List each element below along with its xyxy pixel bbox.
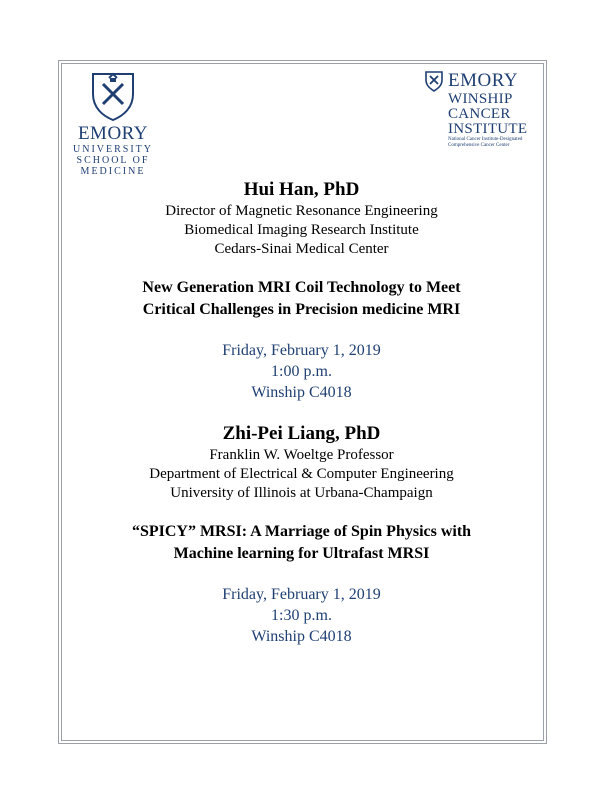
left-logo-line2: SCHOOL OF: [76, 155, 150, 166]
right-logo-line3: INSTITUTE: [448, 121, 528, 137]
talk-content: [60, 178, 543, 647]
talk1-title-1: New Generation MRI Coil Technology to Meet: [142, 279, 461, 296]
right-logo-tagline1: National Cancer Institute-Designated: [448, 137, 523, 142]
winship-shield-icon: [424, 70, 444, 92]
talk2-time: 1:30 p.m.: [271, 607, 332, 624]
talk1-affil-2: Biomedical Imaging Research Institute: [184, 222, 419, 238]
talk1-location: Winship C4018: [251, 384, 352, 401]
talk1-speaker: Hui Han, PhD: [243, 179, 360, 200]
talk2-date: Friday, February 1, 2019: [222, 586, 381, 603]
talk2-title-2: Machine learning for Ultrafast MRSI: [173, 545, 430, 562]
talk2-location: Winship C4018: [251, 628, 352, 645]
left-logo-name: EMORY: [77, 123, 149, 144]
talk2-affil-2: Department of Electrical & Computer Engineering: [149, 466, 454, 482]
talk1-date: Friday, February 1, 2019: [222, 342, 381, 359]
talk2-title-1: “SPICY” MRSI: A Marriage of Spin Physics with: [131, 523, 472, 540]
talk1-time: 1:00 p.m.: [271, 363, 332, 380]
left-logo-line3: MEDICINE: [80, 166, 146, 177]
emory-medicine-logo: [68, 70, 158, 177]
talk2-affil-1: Franklin W. Woeltge Professor: [209, 447, 394, 463]
left-logo-line1: UNIVERSITY: [73, 144, 153, 155]
emory-shield-icon: [89, 70, 137, 122]
talk1-affil-3: Cedars-Sinai Medical Center: [214, 241, 389, 257]
right-logo-tagline2: Comprehensive Cancer Center: [448, 143, 510, 148]
right-logo-line2: CANCER: [448, 106, 511, 122]
talk1-affil-1: Director of Magnetic Resonance Engineering: [165, 203, 438, 219]
talk2-affil-3: University of Illinois at Urbana-Champaign: [170, 485, 433, 501]
talk1-title-2: Critical Challenges in Precision medicine MRI: [142, 301, 461, 318]
talk2-speaker: Zhi-Pei Liang, PhD: [222, 423, 381, 444]
right-logo-name: EMORY: [448, 70, 519, 91]
right-logo-line1: WINSHIP: [448, 91, 513, 107]
winship-logo: [424, 70, 539, 149]
